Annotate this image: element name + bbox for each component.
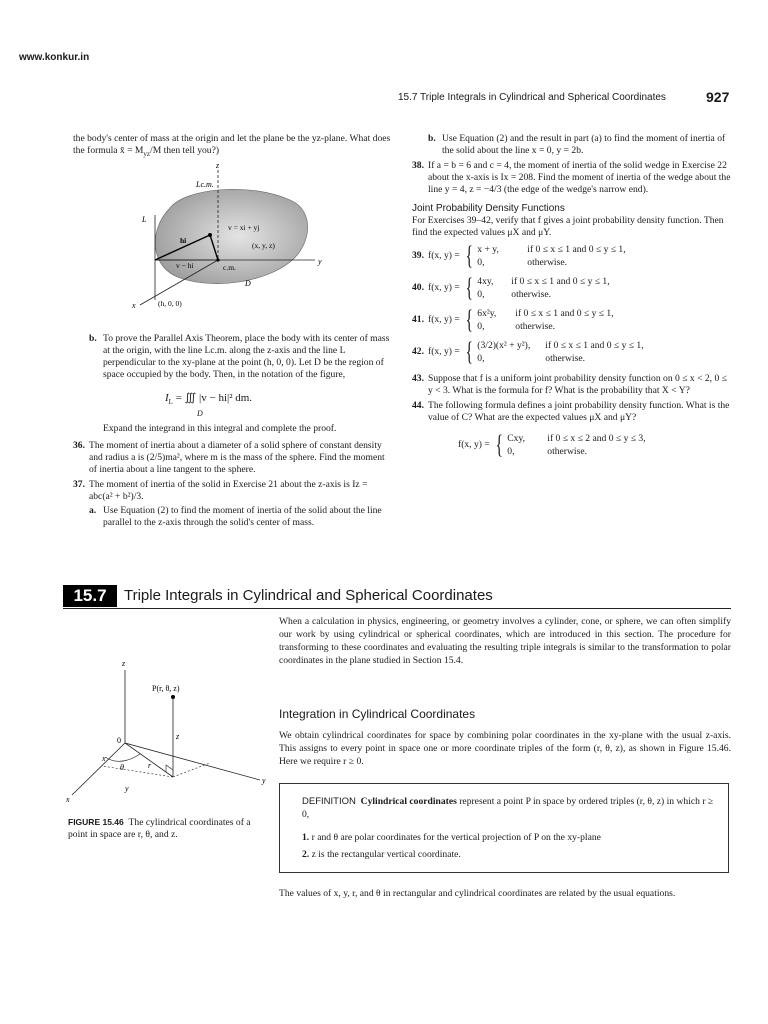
parallel-axis-figure (120, 160, 350, 310)
figure-caption: FIGURE 15.46 The cylindrical coordinates of a point in space are r, θ, and z. (68, 817, 251, 840)
part-b-right: b. Use Equation (2) and the result in part (a) to find the moment of inertia of the solid about the line x = 0, y = 2b. (428, 133, 726, 156)
label-cm: c.m. (223, 263, 236, 272)
cm-point (216, 258, 219, 261)
exercise-41: 41. f(x, y) = { 6x²y, if 0 ≤ x ≤ 1 and 0 ≤ y ≤ 1, 0, otherwise. (412, 305, 614, 334)
exercise-39: 39. f(x, y) = { x + y, if 0 ≤ x ≤ 1 and 0 ≤ y ≤ 1, 0, otherwise. (412, 241, 626, 270)
definition-item-1: 1. r and θ are polar coordinates for the vertical projection of P on the xy-plane (302, 832, 601, 843)
closing-text: The values of x, y, r, and θ in rectangular and cylindrical coordinates are related by the usual equations. (279, 888, 676, 899)
label-point: (x, y, z) (252, 241, 275, 250)
label-y: y (318, 257, 322, 266)
cylindrical-text: We obtain cylindrical coordinates for space by combining polar coordinates in the xy-plane with the usual z-axis. This assigns to every point in space one or more coordinate triples of the form (r, θ, z), as shown in Figure 15.46. Here we require r ≥ 0. (279, 730, 731, 767)
label-lcm: Lc.m. (196, 180, 214, 189)
exercise-43: 43. Suppose that f is a uniform joint probability density function on 0 ≤ x < 2, 0 ≤ y < 3. What is the formula for f? What is the probability that X < Y? (412, 373, 727, 396)
label-L: L (142, 215, 147, 224)
subheading-cylindrical: Integration in Cylindrical Coordinates (279, 707, 476, 721)
section-intro: When a calculation in physics, engineering, or geometry involves a cylinder, cone, or sphere, we can often simplify our work by using cylindrical or spherical coordinates, which are introduced in this section. The procedure for transforming to these coordinates and evaluating the resulting triple integrals is similar to the transformation to polar coordinates in the plane studied in Section 15.4. (279, 616, 731, 666)
exercise-38: 38. If a = b = 6 and c = 4, the moment of inertia of the solid wedge in Exercise 22 about the x-axis is Ix = 208. Find the moment of inertia of the wedge about the line y = 4, z = −4/3 (the edge of the wedge's narrow end). (412, 160, 731, 195)
fig-point-P (171, 695, 175, 699)
fig-label-P: P(r, θ, z) (152, 684, 180, 693)
fig-label-y1: y (125, 784, 129, 793)
label-v: v = xi + yj (228, 223, 260, 232)
exercise-42: 42. f(x, y) = { (3/2)(x² + y²), if 0 ≤ x ≤ 1 and 0 ≤ y ≤ 1, 0, otherwise. (412, 337, 644, 366)
definition-text: DEFINITION Cylindrical coordinates represent a point P in space by ordered triples (r, θ, z) in which r ≥ 0, (302, 796, 714, 820)
fig-proj-y (173, 763, 210, 777)
fig-label-x1: x (102, 754, 106, 763)
intro-paragraph: the body's center of mass at the origin and let the plane be the yz-plane. What does the formula x̄ = $M_{yz}/M$ then tell you?) (73, 133, 391, 158)
site-url: www.konkur.in (19, 52, 90, 63)
part-b-left: b. To prove the Parallel Axis Theorem, place the body with its center of mass at the origin, with the line Lc.m. along the z-axis and the line L perpendicular to the xy-plane at the point (h, 0, 0). Let D be the region of space occupied by the body. Then, in the notation of the figure, (89, 333, 390, 380)
exercise-44-formula: f(x, y) = { Cxy, if 0 ≤ x ≤ 2 and 0 ≤ y ≤ 3, 0, otherwise. (458, 430, 646, 459)
section-rule (63, 608, 731, 609)
label-x: x (132, 301, 136, 310)
label-h00: (h, 0, 0) (158, 299, 182, 308)
fig-axis-y (125, 743, 260, 780)
fig-label-zside: z (176, 732, 180, 741)
page-number: 927 (706, 89, 730, 105)
exercise-44: 44. The following formula defines a joint probability density function. What is the value of C? What are the expected values μX and μY? (412, 400, 730, 423)
label-z: z (216, 161, 220, 170)
exercise-36: 36. The moment of inertia about a diameter of a solid sphere of constant density and radius a is (2/5)ma², where m is the mass of the sphere. Find the moment of inertia about a line tangent to the sphere. (73, 440, 385, 475)
section-number: 15.7 (63, 585, 117, 607)
fig-label-theta: θ (120, 763, 124, 772)
inertia-equation: $I_L$ = ∭ |v − hi|² dm. D (165, 392, 253, 418)
exercise-37: 37. The moment of inertia of the solid in Exercise 21 about the z-axis is Iz = abc(a² + b²)/3. a. Use Equation (2) to find the moment of inertia of the solid about the line parallel to the z-axis through the solid's center of mass. (73, 479, 391, 529)
fig-proj-x (102, 766, 173, 777)
definition-item-2: 2. z is the rectangular vertical coordinate. (302, 849, 461, 860)
fig-label-x2: x (66, 795, 70, 804)
fig-label-origin: 0 (117, 736, 121, 745)
label-v-minus-hi: v − hi (176, 261, 194, 270)
point-xyz (208, 233, 212, 237)
definition-box (279, 783, 729, 873)
label-D: D (245, 279, 251, 288)
joint-intro: For Exercises 39–42, verify that f gives a joint probability density function. Then find the expected values μX and μY. (412, 215, 724, 238)
expand-text: Expand the integrand in this integral and complete the proof. (103, 423, 337, 434)
exercise-37a: a. Use Equation (2) to find the moment of inertia of the solid about the line parallel to the z-axis through the solid's center of mass. (89, 505, 382, 528)
joint-heading: Joint Probability Density Functions (412, 203, 565, 214)
fig-label-r: r (148, 761, 152, 770)
label-hi: hi (180, 236, 187, 245)
exercise-40: 40. f(x, y) = { 4xy, if 0 ≤ x ≤ 1 and 0 ≤ y ≤ 1, 0, otherwise. (412, 273, 610, 302)
right-exercises (412, 133, 732, 458)
fig-axis-x (72, 743, 125, 795)
fig-right-angle (166, 765, 173, 772)
fig-label-z: z (122, 659, 126, 668)
running-header: 15.7 Triple Integrals in Cylindrical and Spherical Coordinates (398, 92, 666, 103)
section-title: Triple Integrals in Cylindrical and Spherical Coordinates (124, 587, 493, 604)
left-exercises (73, 333, 391, 529)
fig-label-y2: y (262, 776, 266, 785)
cylindrical-figure (60, 655, 275, 810)
